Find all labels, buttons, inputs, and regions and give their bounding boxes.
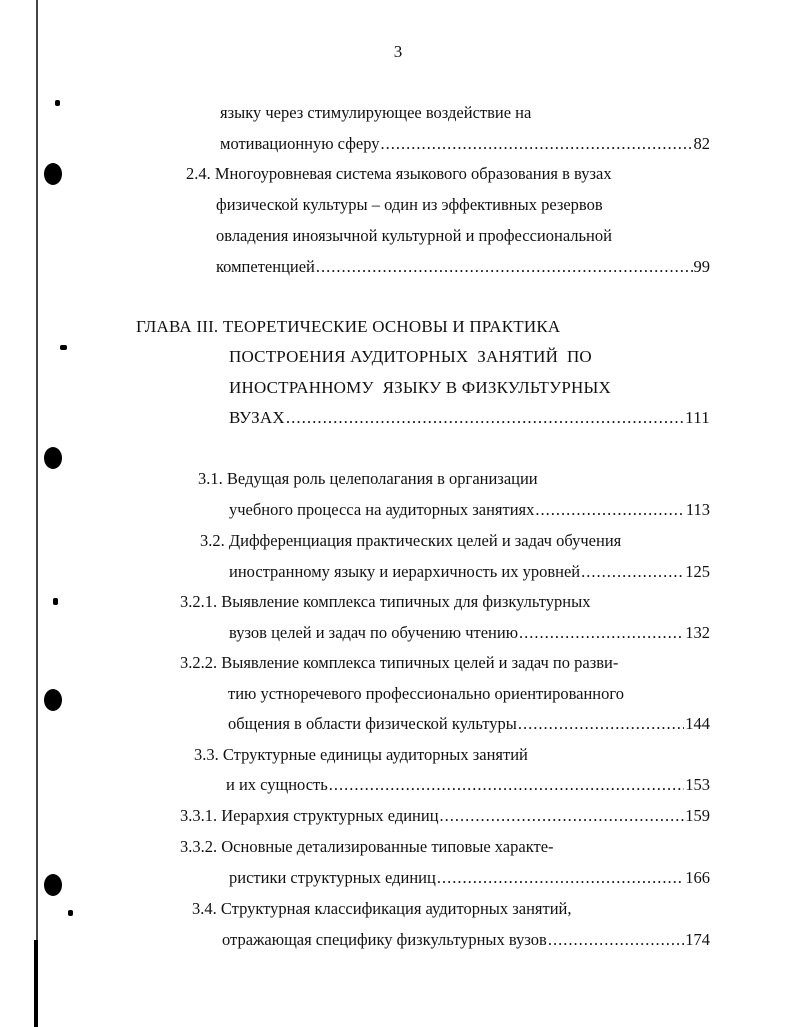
toc-line-text: ВУЗАХ xyxy=(229,408,285,427)
dot-leader xyxy=(286,406,684,430)
toc-line-text: ристики структурных единиц xyxy=(229,868,436,887)
toc-line xyxy=(186,162,710,186)
toc-line-text: 3.3.2. Основные детализированные типовые характе- xyxy=(180,837,554,856)
dot-leader xyxy=(316,255,693,279)
scan-speck xyxy=(53,598,58,605)
toc-line xyxy=(200,529,710,553)
toc-line-text: 3.4. Структурная классификация аудиторных занятий, xyxy=(192,899,572,918)
chapter-heading xyxy=(229,406,710,430)
chapter-heading xyxy=(229,345,710,369)
toc-page-number: 153 xyxy=(685,775,710,794)
toc-line xyxy=(229,498,710,522)
toc-line-text: компетенцией xyxy=(216,257,315,276)
dot-leader xyxy=(440,804,685,828)
toc-line xyxy=(229,866,710,890)
toc-line xyxy=(180,590,710,614)
toc-line-text: 3.2.2. Выявление комплекса типичных целей и задач по разви- xyxy=(180,653,619,672)
toc-line-text: общения в области физической культуры xyxy=(228,714,517,733)
toc-line xyxy=(228,712,710,736)
dot-leader xyxy=(381,132,693,156)
toc-line xyxy=(198,467,710,491)
toc-page-number: 144 xyxy=(685,714,710,733)
toc-line-text: 3.3.1. Иерархия структурных единиц xyxy=(180,806,439,825)
dot-leader xyxy=(519,621,684,645)
chapter-heading xyxy=(136,315,710,339)
page-number: 3 xyxy=(393,42,403,61)
toc-line-text: и их сущность xyxy=(226,775,328,794)
toc-line xyxy=(216,193,710,217)
toc-line-text: иностранному языку и иерархичность их уровней xyxy=(229,562,581,581)
toc-line xyxy=(220,132,710,156)
toc-page-number: 159 xyxy=(685,806,710,825)
scan-left-edge-line xyxy=(36,0,38,1027)
toc-line-text: 2.4. Многоуровневая система языкового образования в вузах xyxy=(186,164,612,183)
toc-page-number: 113 xyxy=(685,500,710,519)
toc-line xyxy=(220,101,710,125)
scan-speck xyxy=(60,345,67,350)
scan-speck xyxy=(55,100,60,106)
chapter-heading xyxy=(229,376,710,400)
scan-left-edge-mark xyxy=(34,940,38,1027)
punch-hole xyxy=(44,163,62,185)
toc-line xyxy=(229,621,710,645)
dot-leader xyxy=(518,712,684,736)
toc-page-number: 82 xyxy=(693,134,710,153)
toc-line xyxy=(180,835,710,859)
dot-leader xyxy=(329,773,684,797)
toc-line xyxy=(192,897,710,921)
toc-line xyxy=(216,255,710,279)
toc-line xyxy=(180,804,710,828)
toc-page-number: 174 xyxy=(685,930,710,949)
toc-line-text: языку через стимулирующее воздействие на xyxy=(220,103,532,122)
toc-line-text: тию устноречевого профессионально ориентированного xyxy=(228,684,624,703)
toc-line xyxy=(229,560,710,584)
toc-line xyxy=(194,743,710,767)
toc-line-text: ИНОСТРАННОМУ ЯЗЫКУ В ФИЗКУЛЬТУРНЫХ xyxy=(229,378,611,397)
toc-line-text: физической культуры – один из эффективных резервов xyxy=(216,195,603,214)
dot-leader xyxy=(437,866,684,890)
toc-line xyxy=(222,928,710,952)
dot-leader xyxy=(535,498,684,522)
punch-hole xyxy=(44,447,62,469)
toc-line-text: вузов целей и задач по обучению чтению xyxy=(229,623,519,642)
scan-speck xyxy=(68,910,73,916)
toc-line xyxy=(228,682,710,706)
toc-page-number: 99 xyxy=(693,257,710,276)
toc-line-text: овладения иноязычной культурной и профессиональной xyxy=(216,226,612,245)
toc-line-text: отражающая специфику физкультурных вузов xyxy=(222,930,547,949)
toc-line-text: учебного процесса на аудиторных занятиях xyxy=(229,500,535,519)
toc-line xyxy=(226,773,710,797)
toc-page-number: 111 xyxy=(685,408,710,427)
toc-line-text: ПОСТРОЕНИЯ АУДИТОРНЫХ ЗАНЯТИЙ ПО xyxy=(229,347,592,366)
toc-line xyxy=(180,651,710,675)
toc-line-text: ГЛАВА III. ТЕОРЕТИЧЕСКИЕ ОСНОВЫ И ПРАКТИКА xyxy=(136,317,561,336)
toc-page-number: 166 xyxy=(685,868,710,887)
dot-leader xyxy=(548,928,684,952)
toc-line-text: 3.1. Ведущая роль целеполагания в организации xyxy=(198,469,538,488)
toc-page-number: 125 xyxy=(685,562,710,581)
toc-line-text: 3.3. Структурные единицы аудиторных занятий xyxy=(194,745,528,764)
toc-line-text: 3.2.1. Выявление комплекса типичных для физкультурных xyxy=(180,592,591,611)
toc-line-text: мотивационную сферу xyxy=(220,134,380,153)
toc-page-number: 132 xyxy=(685,623,710,642)
dot-leader xyxy=(581,560,684,584)
toc-line-text: 3.2. Дифференциация практических целей и задач обучения xyxy=(200,531,622,550)
toc-line xyxy=(216,224,710,248)
punch-hole xyxy=(44,689,62,711)
punch-hole xyxy=(44,874,62,896)
